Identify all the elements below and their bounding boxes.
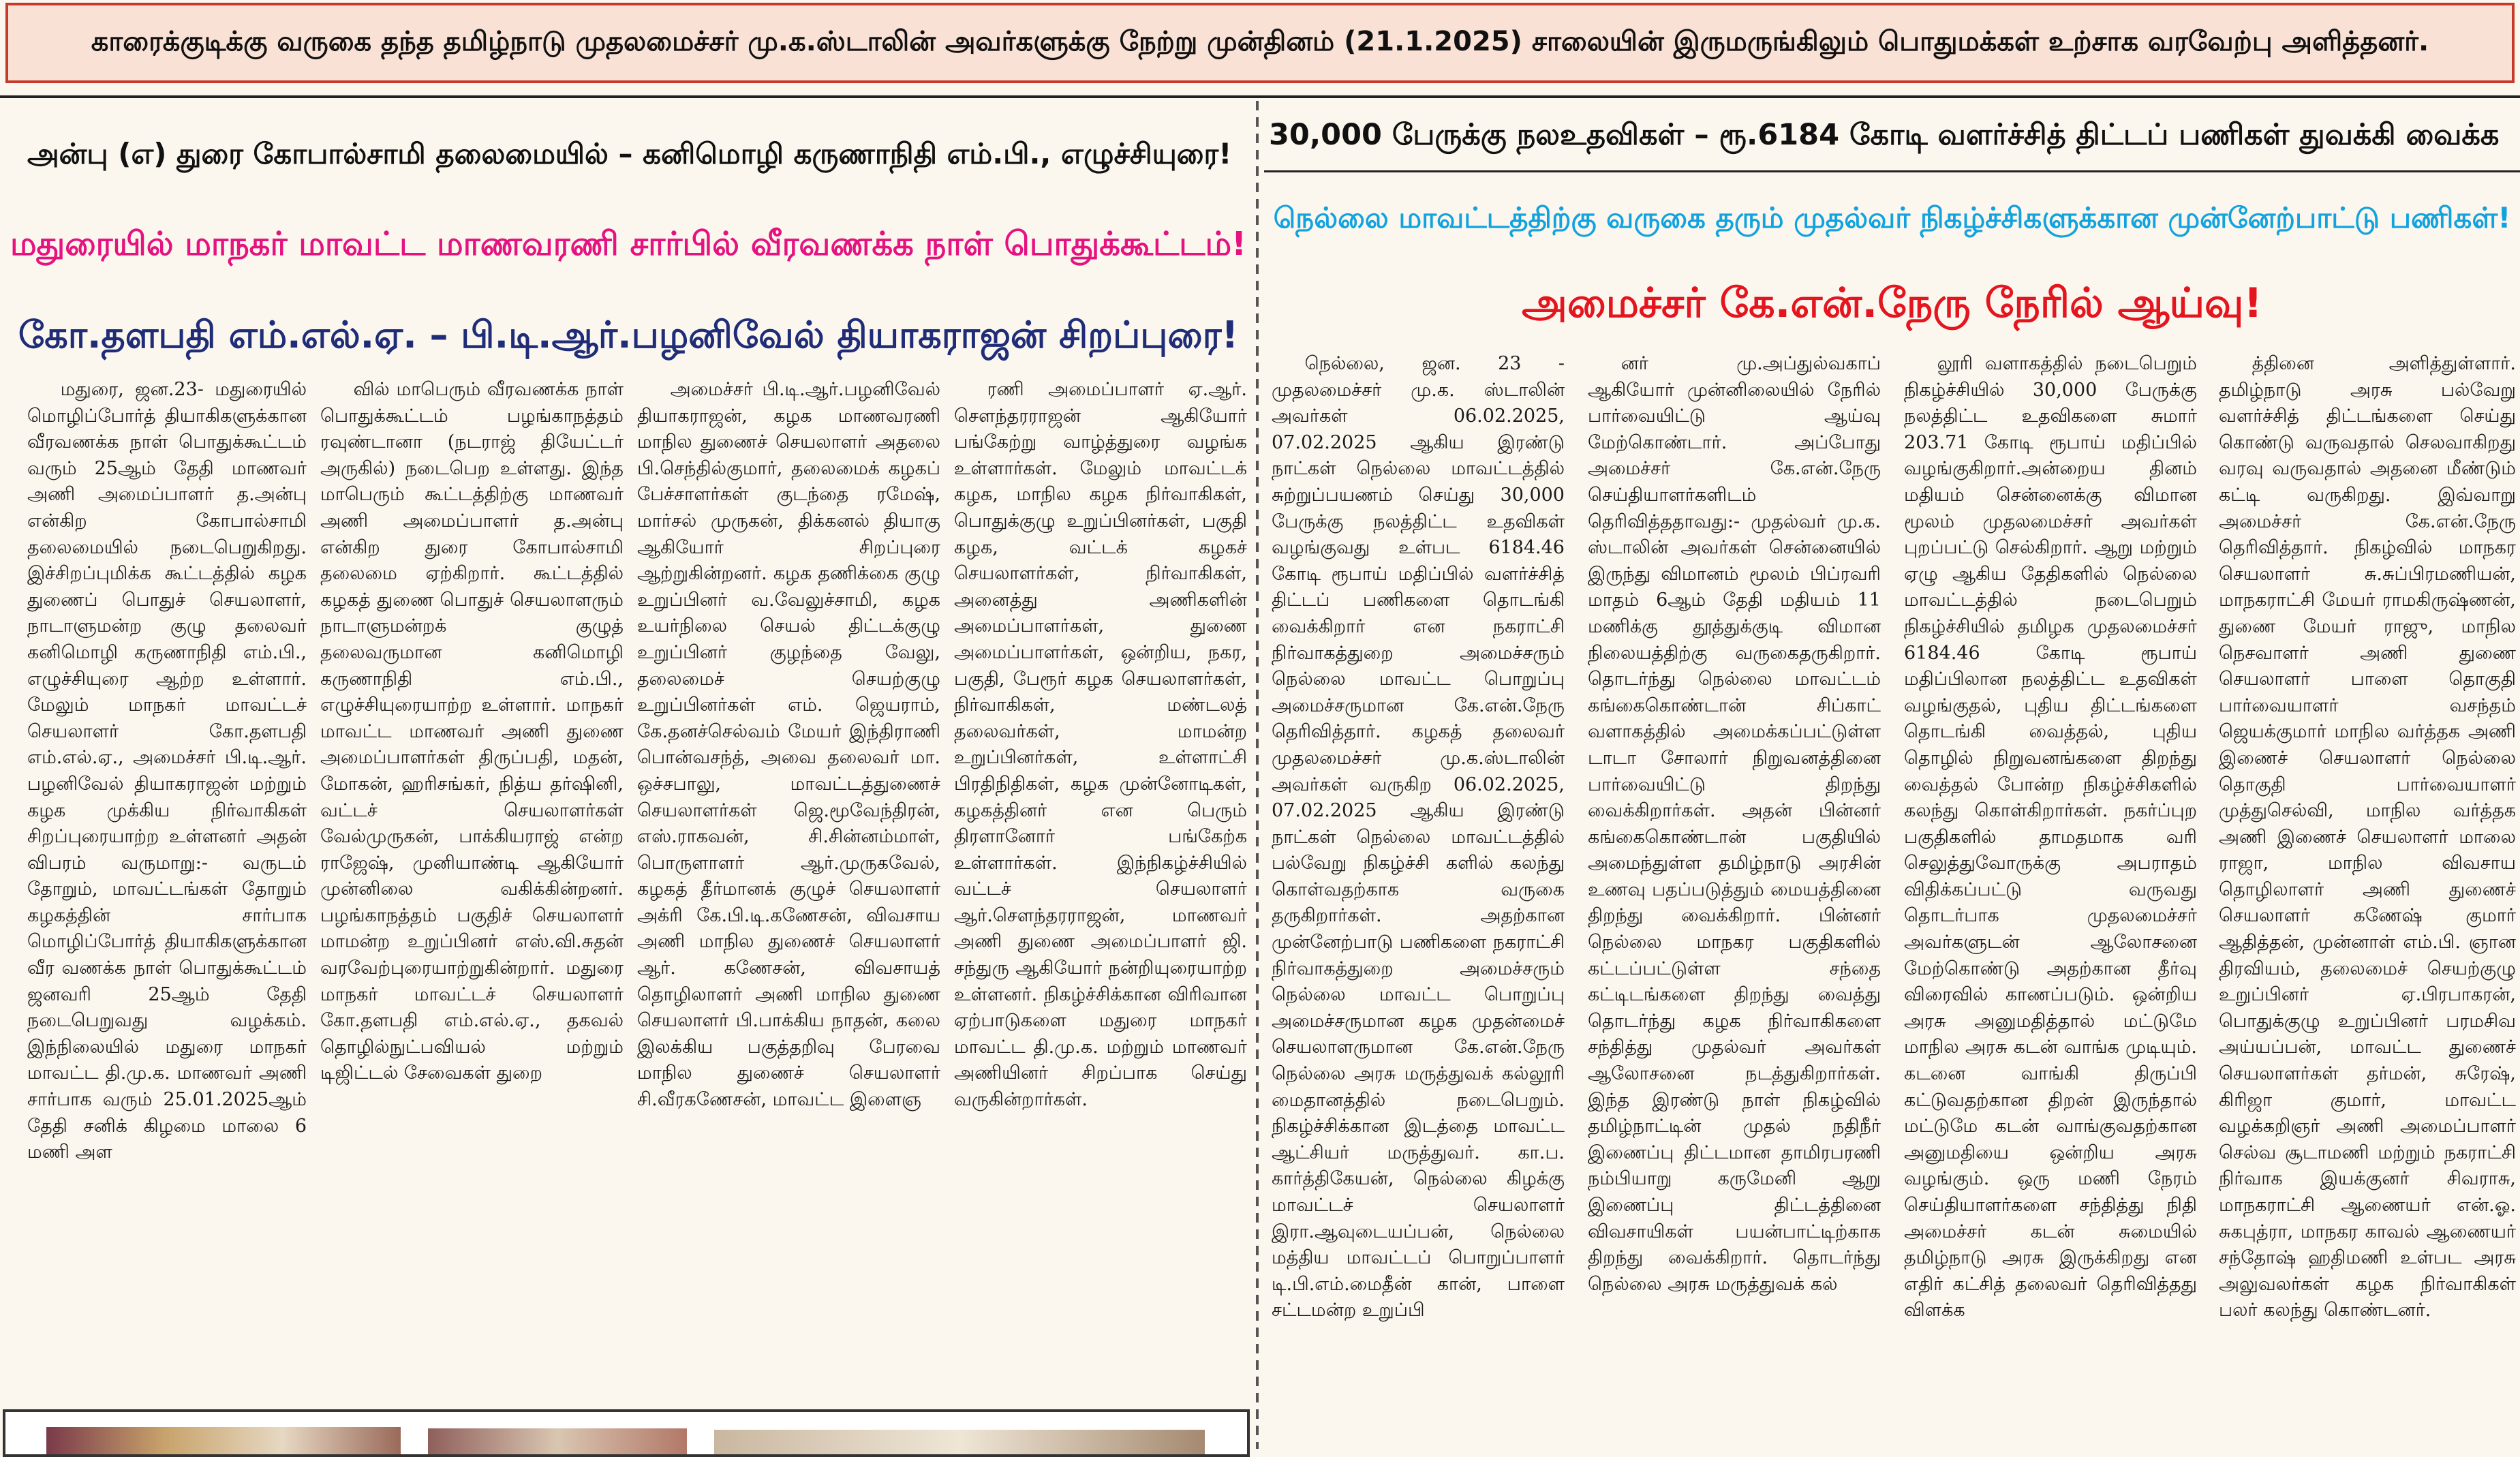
left-col-3-text: அமைச்சர் பி.டி.ஆர்.பழனிவேல் தியாகராஜன், கழக மாணவரணி மாநில துணைச் செயலாளர் அதலை பி.செந்தில்குமார், தலைமைக் கழகப் பேச்சாளர்கள் குடந்தை ரமேஷ், மார்சல் முருகன், திக்கனல் தியாகு ஆகியோர் சிறப்புரை ஆற்றுகின்றனர். கழக தணிக்கை குழு உறுப்பினர் வ.வேலுச்சாமி, கழக உயர்நிலை செயல் திட்டக்குழு உறுப்பினர் குழந்தை வேலு, தலைமைச் செயற்குழு உறுப்பினர்கள் எம். ஜெயராம், கே.தனச்செல்வம் மேயர் இந்திராணி பொன்வசந்த், அவை தலைவர் மா. ஒச்சபாலு, மாவட்டத்துணைச் செயலாளர்கள் ஜெ.மூவேந்திரன், எஸ்.ராகவன், சி.சின்னம்மாள், பொருளாளர் ஆர்.முருகவேல், கழகத் தீர்மானக் குழுச் செயலாளர் அக்ரி கே.பி.டி.கணேசன், விவசாய அணி மாநில துணைச் செயலாளர் ஆர். கணேசன், விவசாயத் தொழிலாளர் அணி மாநில துணை செயலாளர் பி.பாக்கிய நாதன், கலை இலக்கிய பகுத்தறிவு பேரவை மாநில துணைச் செயலாளர் சி.வீரகணேசன், மாவட்ட இளைஞ [637, 379, 940, 1111]
left-headline: மதுரையில் மாநகர் மாவட்ட மாணவரணி சார்பில் வீரவணக்க நாள் பொதுக்கூட்டம்! [10, 225, 1247, 263]
left-col-4 [954, 377, 1247, 1420]
right-col-4 [2219, 351, 2516, 1445]
banner-caption: காரைக்குடிக்கு வருகை தந்த தமிழ்நாடு முதலமைச்சர் மு.க.ஸ்டாலின் அவர்களுக்கு நேற்று முன்தினம் (21.1.2025) சாலையின் இருமருங்கிலும் பொதுமக்கள் உற்சாக வரவேற்பு அளித்தனர். [91, 25, 2429, 57]
left-col-1-text: மதுரை, ஜன.23- மதுரையில் மொழிப்போர்த் தியாகிகளுக்கான வீரவணக்க நாள் பொதுக்கூட்டம் வரும் 25ஆம் தேதி மாணவர் அணி அமைப்பாளர் த.அன்பு என்கிற கோபால்சாமி தலைமையில் நடைபெறுகிறது. இச்சிறப்புமிக்க கூட்டத்தில் கழக துணைப் பொதுச் செயலாளர், நாடாளுமன்ற குழு தலைவர் கனிமொழி கருணாநிதி எம்.பி., எழுச்சியுரை ஆற்ற உள்ளார். மேலும் மாநகர் மாவட்டச் செயலாளர் கோ.தளபதி எம்.எல்.ஏ., அமைச்சர் பி.டி.ஆர். பழனிவேல் தியாகராஜன் மற்றும் கழக முக்கிய நிர்வாகிகள் சிறப்புரையாற்ற உள்ளனர் அதன் விபரம் வருமாறு:- வருடம் தோறும், மாவட்டங்கள் தோறும் கழகத்தின் சார்பாக மொழிப்போர்த் தியாகிகளுக்கான வீர வணக்க நாள் பொதுக்கூட்டம் ஜனவரி 25ஆம் தேதி நடைபெறுவது வழக்கம். இந்நிலையில் மதுரை மாநகர் மாவட்ட தி.மு.க. மாணவர் அணி சார்பாக வரும் 25.01.2025ஆம் தேதி சனிக் கிழமை மாலை 6 மணி அள [27, 379, 307, 1163]
right-col-1-text: நெல்லை, ஜன. 23 - முதலமைச்சர் மு.க. ஸ்டாலின் அவர்கள் 06.02.2025, 07.02.2025 ஆகிய இரண்டு நாட்கள் நெல்லை மாவட்டத்தில் சுற்றுப்பயணம் செய்து 30,000 பேருக்கு நலத்திட்ட உதவிகள் வழங்குவது உள்பட 6184.46 கோடி ரூபாய் மதிப்பில் வளர்ச்சித் திட்டப் பணிகளை தொடங்கி வைக்கிறார் என நகராட்சி நிர்வாகத்துறை அமைச்சரும் நெல்லை மாவட்ட பொறுப்பு அமைச்சருமான கே.என்.நேரு தெரிவித்தார். கழகத் தலைவர் முதலமைச்சர் மு.க.ஸ்டாலின் அவர்கள் வருகிற 06.02.2025, 07.02.2025 ஆகிய இரண்டு நாட்கள் நெல்லை மாவட்டத்தில் பல்வேறு நிகழ்ச்சி களில் கலந்து கொள்வதற்காக வருகை தருகிறார்கள். அதற்கான முன்னேற்பாடு பணிகளை நகராட்சி நிர்வாகத்துறை அமைச்சரும் நெல்லை மாவட்ட பொறுப்பு அமைச்சருமான கழக முதன்மைச் செயலாளருமான கே.என்.நேரு நெல்லை அரசு மருத்துவக் கல்லூரி மைதானத்தில் நடைபெறும். நிகழ்ச்சிக்கான இடத்தை மாவட்ட ஆட்சியர் மருத்துவர். கா.ப. கார்த்திகேயன், நெல்லை கிழக்கு மாவட்டச் செயலாளர் இரா.ஆவுடையப்பன், நெல்லை மத்திய மாவட்டப் பொறுப்பாளர் டி.பி.எம்.மைதீன் கான், பாளை சட்டமன்ற உறுப்பி [1272, 353, 1565, 1321]
right-col-2 [1588, 351, 1881, 1445]
right-col-4-text: த்தினை அளித்துள்ளார். தமிழ்நாடு அரசு பல்வேறு வளர்ச்சித் திட்டங்களை செய்து கொண்டு வருவதால் செலவாகிறது வரவு வருவதால் அதனை மீண்டும் கட்டி வருகிறது. இவ்வாறு அமைச்சர் கே.என்.நேரு தெரிவித்தார். நிகழ்வில் மாநகர செயலாளர் சு.சுப்பிரமணியன், மாநகராட்சி மேயர் ராமகிருஷ்ணன், துணை மேயர் ராஜு, மாநில நெசவாளர் அணி துணை செயலாளர் பாளை தொகுதி பார்வையாளர் வசந்தம் ஜெயக்குமார் மாநில வர்த்தக அணி இணைச் செயலாளர் நெல்லை தொகுதி பார்வையாளர் முத்துசெல்வி, மாநில வர்த்தக அணி இணைச் செயலாளர் மாலை ராஜா, மாநில விவசாய தொழிலாளர் அணி துணைச் செயலாளர் கணேஷ் குமார் ஆதித்தன், முன்னாள் எம்.பி. ஞான திரவியம், தலைமைச் செயற்குழு உறுப்பினர் ஏ.பிரபாகரன், பொதுக்குழு உறுப்பினர் பரமசிவ அய்யப்பன், மாவட்ட துணைச் செயலாளர்கள் தர்மன், சுரேஷ், கிரிஜா குமார், மாவட்ட வழக்கறிஞர் அணி அமைப்பாளர் செல்வ சூடாமணி மற்றும் நகராட்சி நிர்வாக இயக்குனர் சிவராசு, மாநகராட்சி ஆணையர் என்.ஓ. சுகபுத்ரா, மாநகர காவல் ஆணையர் சந்தோஷ் ஹதிமணி உள்பட அரசு அலுவலர்கள் கழக நிர்வாகிகள் பலர் கலந்து கொண்டனர். [2219, 353, 2516, 1321]
left-subheadline: கோ.தளபதி எம்.எல்.ஏ. – பி.டி.ஆர்.பழனிவேல் தியாகராஜன் சிறப்புரை! [18, 313, 1239, 356]
left-col-1 [27, 377, 307, 1420]
right-kicker: 30,000 பேருக்கு நலஉதவிகள் – ரூ.6184 கோடி வளர்ச்சித் திட்டப் பணிகள் துவக்கி வைக்க [1269, 117, 2500, 152]
photo-image [428, 1428, 687, 1457]
right-subheadline: அமைச்சர் கே.என்.நேரு நேரில் ஆய்வு! [1522, 279, 2262, 327]
photo-image [46, 1427, 401, 1457]
top-rule [0, 95, 2520, 98]
column-divider [1256, 101, 1259, 1449]
photo-image [714, 1430, 1205, 1457]
right-col-3-text: லூரி வளாகத்தில் நடைபெறும் நிகழ்ச்சியில் 30,000 பேருக்கு நலத்திட்ட உதவிகளை சுமார் 203.71 கோடி ரூபாய் மதிப்பில் வழங்குகிறார்.அன்றைய தினம் மதியம் சென்னைக்கு விமான மூலம் முதலமைச்சர் அவர்கள் புறப்பட்டு செல்கிறார். ஆறு மற்றும் ஏழு ஆகிய தேதிகளில் நெல்லை மாவட்டத்தில் நடைபெறும் நிகழ்ச்சியில் தமிழக முதலமைச்சர் 6184.46 கோடி ரூபாய் மதிப்பிலான நலத்திட்ட உதவிகள் வழங்குதல், புதிய திட்டங்களை தொடங்கி வைத்தல், புதிய தொழில் நிறுவனங்களை திறந்து வைத்தல் போன்ற நிகழ்ச்சிகளில் கலந்து கொள்கிறார்கள். நகர்ப்புற பகுதிகளில் தாமதமாக வரி செலுத்துவோருக்கு அபராதம் விதிக்கப்பட்டு வருவது தொடர்பாக முதலமைச்சர் அவர்களுடன் ஆலோசனை மேற்கொண்டு அதற்கான தீர்வு விரைவில் காணப்படும். ஒன்றிய அரசு அனுமதித்தால் மட்டுமே மாநில அரசு கடன் வாங்க முடியும். கடனை வாங்கி திருப்பி கட்டுவதற்கான திறன் இருந்தால் மட்டுமே கடன் வாங்குவதற்கான அனுமதியை ஒன்றிய அரசு வழங்கும். ஒரு மணி நேரம் செய்தியாளர்களை சந்தித்து நிதி அமைச்சர் கடன் சுமையில் தமிழ்நாடு அரசு இருக்கிறது என எதிர் கட்சித் தலைவர் தெரிவித்தது விளக்க [1904, 353, 2197, 1321]
left-col-2-text: வில் மாபெரும் வீரவணக்க நாள் பொதுக்கூட்டம் பழங்காநத்தம் ரவுண்டானா (நடராஜ் தியேட்டர் அருகில்) நடைபெற உள்ளது. இந்த மாபெரும் கூட்டத்திற்கு மாணவர் அணி அமைப்பாளர் த.அன்பு என்கிற துரை கோபால்சாமி தலைமை ஏற்கிறார். கூட்டத்தில் கழகத் துணை பொதுச் செயலாளரும் நாடாளுமன்றக் குழுத் தலைவருமான கனிமொழி கருணாநிதி எம்.பி., எழுச்சியுரையாற்ற உள்ளார். மாநகர் மாவட்ட மாணவர் அணி துணை அமைப்பாளர்கள் திருப்பதி, மதன், மோகன், ஹரிசங்கர், நித்ய தர்ஷினி, வட்டச் செயலாளர்கள் வேல்முருகன், பாக்கியராஜ் என்ற ராஜேஷ், முனியாண்டி ஆகியோர் முன்னிலை வகிக்கின்றனர். பழங்காநத்தம் பகுதிச் செயலாளர் மாமன்ற உறுப்பினர் எஸ்.வி.சுதன் வரவேற்புரையாற்றுகின்றார். மதுரை மாநகர் மாவட்டச் செயலாளர் கோ.தளபதி எம்.எல்.ஏ., தகவல் தொழில்நுட்பவியல் மற்றும் டிஜிட்டல் சேவைகள் துறை [320, 379, 624, 1084]
top-banner [5, 3, 2515, 83]
right-headline: நெல்லை மாவட்டத்திற்கு வருகை தரும் முதல்வர் நிகழ்ச்சிகளுக்கான முன்னேற்பாட்டு பணிகள்! [1273, 200, 2511, 234]
right-col-3 [1904, 351, 2197, 1445]
photo-frame [3, 1409, 1250, 1457]
left-kicker: அன்பு (எ) துரை கோபால்சாமி தலைமையில் – கனிமொழி கருணாநிதி எம்.பி., எழுச்சியுரை! [27, 136, 1232, 170]
right-kicker-rule [1264, 170, 2520, 172]
left-col-2 [320, 377, 624, 1420]
left-col-4-text: ரணி அமைப்பாளர் ஏ.ஆர். சௌந்தரராஜன் ஆகியோர் பங்கேற்று வாழ்த்துரை வழங்க உள்ளார்கள். மேலும் மாவட்டக் கழக, மாநில கழக நிர்வாகிகள், பொதுக்குழு உறுப்பினர்கள், பகுதி கழக, வட்டக் கழகச் செயலாளர்கள், நிர்வாகிகள், அனைத்து அணிகளின் அமைப்பாளர்கள், துணை அமைப்பாளர்கள், ஒன்றிய, நகர, பகுதி, பேரூர் கழக செயலாளர்கள், நிர்வாகிகள், மண்டலத் தலைவர்கள், மாமன்ற உறுப்பினர்கள், உள்ளாட்சி பிரதிநிதிகள், கழக முன்னோடிகள், கழகத்தினர் என பெரும் திரளானோர் பங்கேற்க உள்ளார்கள். இந்நிகழ்ச்சியில் வட்டச் செயலாளர் ஆர்.சௌந்தரராஜன், மாணவர் அணி துணை அமைப்பாளர் ஜி. சந்துரு ஆகியோர் நன்றியுரையாற்ற உள்ளனர். நிகழ்ச்சிக்கான விரிவான ஏற்பாடுகளை மதுரை மாநகர் மாவட்ட தி.மு.க. மற்றும் மாணவர் அணியினர் சிறப்பாக செய்து வருகின்றார்கள். [954, 379, 1247, 1111]
left-col-3 [637, 377, 940, 1420]
right-col-1 [1272, 351, 1565, 1445]
right-col-2-text: னர் மு.அப்துல்வகாப் ஆகியோர் முன்னிலையில் நேரில் பார்வையிட்டு ஆய்வு மேற்கொண்டார். அப்போது அமைச்சர் கே.என்.நேரு செய்தியாளர்களிடம் தெரிவித்ததாவது:- முதல்வர் மு.க. ஸ்டாலின் அவர்கள் சென்னையில் இருந்து விமானம் மூலம் பிப்ரவரி மாதம் 6ஆம் தேதி மதியம் 11 மணிக்கு தூத்துக்குடி விமான நிலையத்திற்கு வருகைதருகிறார். தொடர்ந்து நெல்லை மாவட்டம் கங்கைகொண்டான் சிப்காட் வளாகத்தில் அமைக்கப்பட்டுள்ள டாடா சோலார் நிறுவனத்தினை பார்வையிட்டு திறந்து வைக்கிறார்கள். அதன் பின்னர் கங்கைகொண்டான் பகுதியில் அமைந்துள்ள தமிழ்நாடு அரசின் உணவு பதப்படுத்தும் மையத்தினை திறந்து வைக்கிறார். பின்னர் நெல்லை மாநகர பகுதிகளில் கட்டப்பட்டுள்ள சந்தை கட்டிடங்களை திறந்து வைத்து தொடர்ந்து கழக நிர்வாகிகளை சந்தித்து முதல்வர் அவர்கள் ஆலோசனை நடத்துகிறார்கள். இந்த இரண்டு நாள் நிகழ்வில் தமிழ்நாட்டின் முதல் நதிநீர் இணைப்பு திட்டமான தாமிரபரணி நம்பியாறு கருமேனி ஆறு இணைப்பு திட்டத்தினை விவசாயிகள் பயன்பாட்டிற்காக திறந்து வைக்கிறார். தொடர்ந்து நெல்லை அரசு மருத்துவக் கல் [1588, 353, 1881, 1295]
